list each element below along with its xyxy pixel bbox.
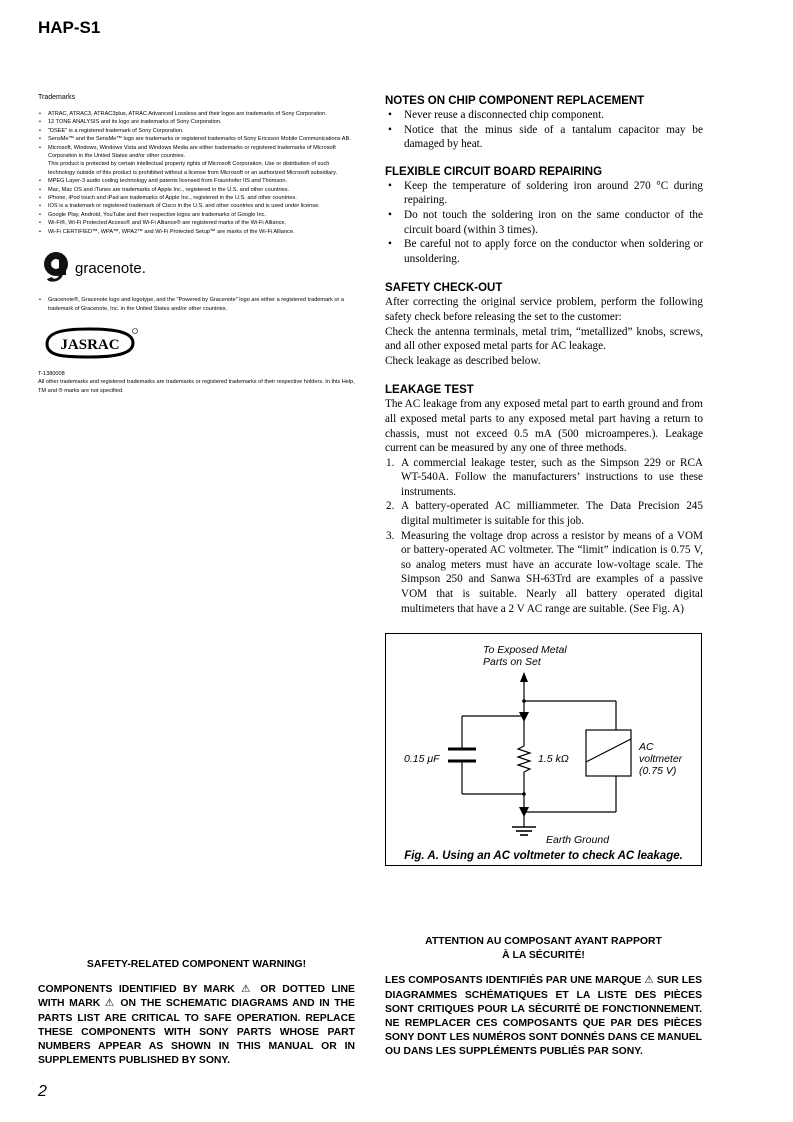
- leakage-intro: The AC leakage from any exposed metal part to earth ground and from all exposed metal parts to any exposed metal part having a return to chassis, must not exceed 0.5 mA (500 microamperes.). Leakage current can be measured by any one of three methods.: [385, 398, 703, 455]
- gracenote-list: [38, 296, 356, 313]
- safety-warning-en: [38, 958, 355, 1068]
- microsoft-note: This product is protected by certain intellectual property rights of Microsoft Corporation. Use or distribution of such technology outside of this product is prohibited without a license from Microsoft or an authorized Microsoft subsidiary.: [48, 161, 338, 176]
- top-label-line1: To Exposed Metal: [483, 644, 567, 656]
- trademark-item: [38, 144, 356, 178]
- flex-title: FLEXIBLE CIRCUIT BOARD REPAIRING: [385, 165, 603, 178]
- leakage-method: [385, 499, 703, 528]
- leakage-method: [385, 456, 703, 500]
- gracenote-wordmark: gracenote.: [75, 259, 146, 277]
- safety-para: After correcting the original service problem, perform the following safety check before releasing the set to the customer:: [385, 296, 703, 323]
- trademark-item: • Gracenote®, Gracenote logo and logotype, and the "Powered by Gracenote" logo are either a registered trademark or a trademark of Gracenote, Inc. in the United States and/or other countries.: [38, 296, 356, 313]
- arrow-down-icon: [519, 712, 529, 722]
- method-text: A commercial leakage tester, such as the Simpson 229 or RCA WT-540A. Follow the manufacturers’ instructions to use these instruments.: [401, 456, 703, 498]
- up-arrow-icon: [520, 672, 528, 682]
- trademark-item: • iPhone, iPod touch and iPad are trademarks of Apple Inc., registered in the U.S. and other countries.: [38, 194, 356, 202]
- chip-section: [385, 94, 703, 152]
- warning-body: COMPONENTS IDENTIFIED BY MARK ⚠ OR DOTTED LINE WITH MARK ⚠ ON THE SCHEMATIC DIAGRAMS AND IN THE PARTS LIST ARE CRITICAL TO SAFE OPERATION. REPLACE THESE COMPONENTS WITH SONY PARTS WHOSE PART NUMBERS APPEAR AS SHOWN IN THIS MANUAL OR IN SUPPLEMENTS PUBLISHED BY SONY.: [38, 984, 355, 1067]
- trademark-item: • MPEG Layer-3 audio coding technology and patents licensed from Fraunhofer IIS and Thomson.: [38, 177, 356, 185]
- warning-body: LES COMPOSANTS IDENTIFIÉS PAR UNE MARQUE ⚠ SUR LES DIAGRAMMES SCHÉMATIQUES ET LA LISTE DES PIÈCES SONT CRITIQUES POUR LA SÉCURITÉ DE FONCTIONNEMENT. NE REMPLACER CES COMPOSANTS QUE PAR DES PIÈCES SONY DONT LES NUMÉROS SONT DONNÉS DANS CE MANUEL OU DANS LES SUPPLÉMENTS PUBLIÉS PAR SONY.: [385, 975, 702, 1058]
- jasrac-logo-icon: [43, 326, 138, 360]
- jasrac-text: JASRAC: [60, 336, 120, 353]
- chip-item: • Never reuse a disconnected chip component.: [385, 108, 703, 123]
- gracenote-logo: [43, 250, 356, 286]
- meter-label-3: (0.75 V): [639, 765, 677, 777]
- junction-dot: [522, 792, 526, 796]
- safety-section: [385, 281, 703, 368]
- trademark-item: • SensMe™ and the SensMe™ logo are trademarks or registered trademarks of Sony Ericsson Mobile Communications AB.: [38, 135, 356, 143]
- jasrac-logo: [43, 326, 356, 362]
- safety-para: Check the antenna terminals, metal trim, “metallized” knobs, screws, and all other exposed metal parts for AC leakage.: [385, 325, 703, 353]
- jasrac-code: T-1380008: [38, 370, 65, 377]
- flex-item: • Be careful not to apply force on the conductor when soldering or unsoldering.: [385, 237, 703, 266]
- meter-label-1: AC: [639, 741, 654, 753]
- resistor-label: 1.5 kΩ: [538, 753, 569, 765]
- figure-caption: Fig. A. Using an AC voltmeter to check AC leakage.: [404, 850, 683, 862]
- chip-item: • Notice that the minus side of a tantalum capacitor may be damaged by heat.: [385, 123, 703, 152]
- method-text: A battery-operated AC milliammeter. The Data Precision 245 digital multimeter is suitable for this job.: [401, 500, 703, 528]
- trademark-item: • "DSEE" is a registered trademark of Sony Corporation.: [38, 127, 356, 135]
- trademark-microsoft: • Microsoft, Windows, Windows Vista and Windows Media are either trademarks or registered trademarks of Microsoft Corporation in the United States and/or other countries.: [48, 144, 336, 160]
- leakage-title: LEAKAGE TEST: [385, 384, 474, 397]
- figure-a: [385, 633, 702, 866]
- trademark-item: • Wi-Fi CERTIFIED™, WPA™, WPA2™ and Wi-Fi Protected Setup™ are marks of the Wi-Fi Alliance.: [38, 228, 356, 236]
- flex-section: [385, 165, 703, 267]
- warning-title-line1: ATTENTION AU COMPOSANT AYANT RAPPORT: [425, 936, 662, 947]
- junction-dot: [522, 699, 526, 703]
- meter-needle: [586, 739, 631, 762]
- warning-title-line2: À LA SÉCURITÉ!: [502, 950, 585, 962]
- capacitor-label: 0.15 μF: [404, 753, 440, 765]
- top-label-line2: Parts on Set: [483, 656, 541, 668]
- other-trademarks-note: All other trademarks and registered trademarks are trademarks or registered trademarks of their respective holders. In this Help, TM and ® marks are not specified.: [38, 379, 355, 394]
- flex-item: • Keep the temperature of soldering iron around 270 °C during repairing.: [385, 179, 703, 208]
- safety-para: Check leakage as described below.: [385, 354, 541, 367]
- trademark-item: • ATRAC, ATRAC3, ATRAC3plus, ATRAC Advanced Lossless and their logos are trademarks of Sony Corporation.: [38, 110, 356, 118]
- trademark-item: • 12 TONE ANALYSIS and its logo are trademarks of Sony Corporation.: [38, 118, 356, 126]
- meter-label-2: voltmeter: [639, 753, 683, 765]
- resistor-symbol: [518, 746, 530, 772]
- gracenote-g-icon: [43, 251, 73, 285]
- trademark-item: • Google Play, Android, YouTube and their respective logos are trademarks of Google Inc.: [38, 211, 356, 219]
- trademark-item: • IOS is a trademark or registered trademark of Cisco in the U.S. and other countries and is used under license.: [38, 202, 356, 210]
- trademark-item: • Mac, Mac OS and iTunes are trademarks of Apple Inc., registered in the U.S. and other countries.: [38, 186, 356, 194]
- trademarks-list: [38, 110, 356, 236]
- flex-item: • Do not touch the soldering iron on the same conductor of the circuit board (within 3 times).: [385, 208, 703, 237]
- safety-warning-fr: [385, 935, 702, 1060]
- method-number: 3.: [386, 529, 395, 542]
- voltmeter-symbol: [586, 730, 631, 776]
- chip-title: NOTES ON CHIP COMPONENT REPLACEMENT: [385, 95, 645, 107]
- leakage-section: [385, 383, 703, 616]
- model-name: HAP-S1: [38, 18, 101, 37]
- page-number: 2: [38, 1083, 47, 1100]
- service-notes: [385, 94, 703, 629]
- trademarks-title: Trademarks: [38, 94, 76, 101]
- method-number: 2.: [386, 500, 395, 513]
- ground-label: Earth Ground: [546, 834, 610, 846]
- leakage-circuit-diagram: [386, 634, 703, 867]
- warning-title: SAFETY-RELATED COMPONENT WARNING!: [86, 959, 307, 970]
- method-number: 1.: [386, 456, 395, 469]
- leakage-method: [385, 529, 703, 617]
- trademarks-section: [38, 94, 356, 395]
- trademark-item: • Wi-Fi®, Wi-Fi Protected Access® and Wi-Fi Alliance® are registered marks of the Wi-Fi Alliance.: [38, 219, 356, 227]
- safety-title: SAFETY CHECK-OUT: [385, 282, 503, 295]
- method-text: Measuring the voltage drop across a resistor by means of a VOM or battery-operated AC voltmeter. The “limit” indication is 0.75 V, so analog meters must have an accurate low-voltage scale. The Simpson 250 and Sanwa SH-63Trd are examples of a passive VOM that is suitable. Nearly all battery operated digital multimeters that have a 2 V AC range are suitable. (See Fig. A): [401, 529, 703, 615]
